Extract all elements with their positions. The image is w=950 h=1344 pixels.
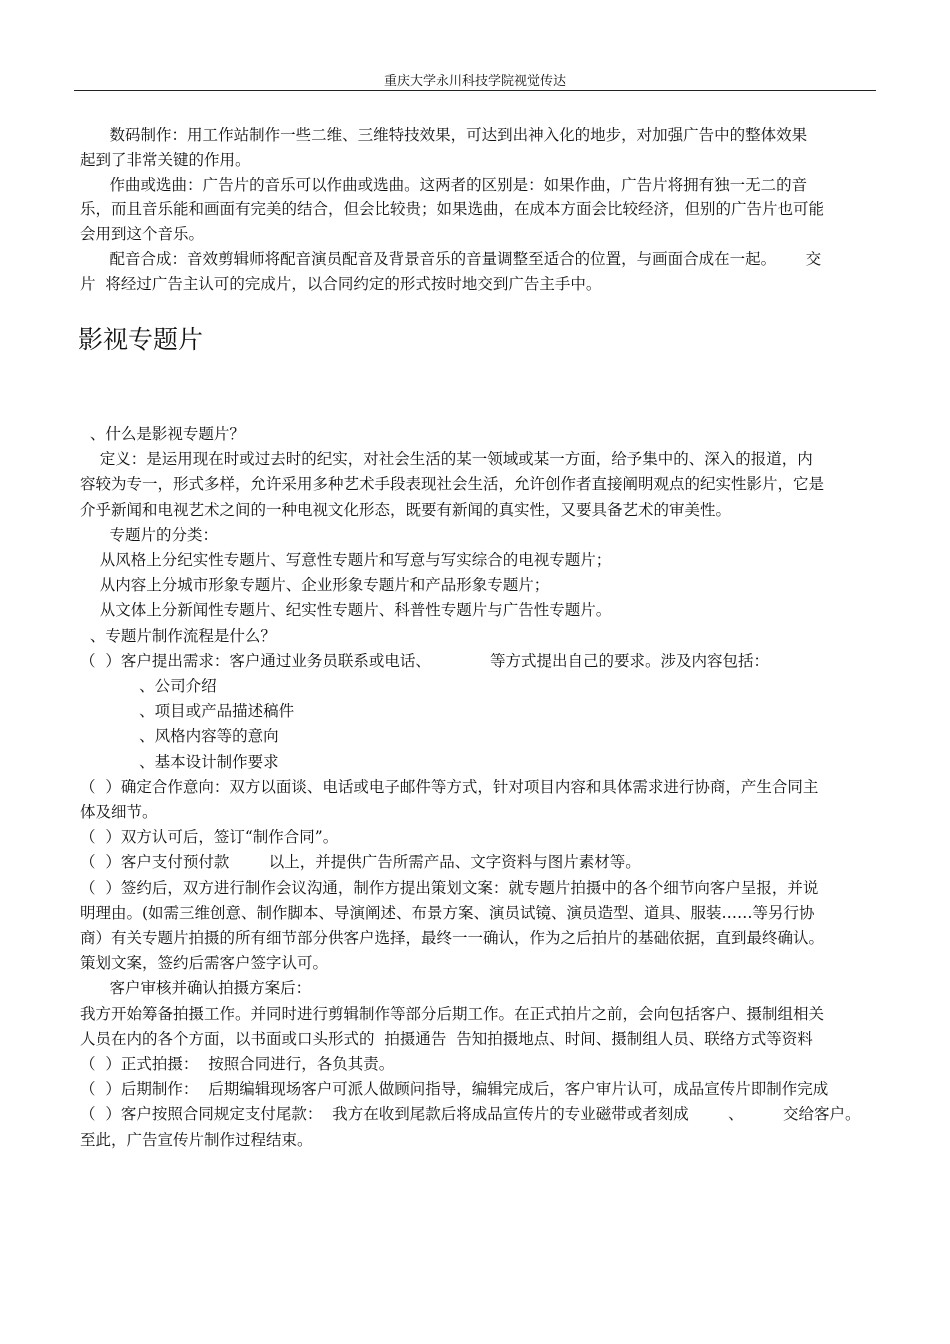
text-line: 起到了非常关键的作用。 <box>80 150 251 169</box>
text-line: 专题片的分类： <box>80 525 219 544</box>
text-line: （ ）客户支付预付款 以上，并提供广告所需产品、文字资料与图片素材等。 <box>80 853 641 872</box>
text-line: 乐，而且音乐能和画面有完美的结合，但会比较贵；如果选曲，在成本方面会比较经济，但别的广告片也可能 <box>80 200 825 219</box>
text-line: （ ）签约后，双方进行制作会议沟通，制作方提出策划文案：就专题片拍摄中的各个细节向客户呈报，并说 <box>80 878 819 897</box>
text-line: 从内容上分城市形象专题片、企业形象专题片和产品形象专题片； <box>80 576 550 595</box>
text-line: 作曲或选曲：广告片的音乐可以作曲或选曲。这两者的区别是：如果作曲，广告片将拥有独一无二的音 <box>80 175 808 194</box>
section-title: 影视专题片 <box>78 325 204 354</box>
text-line: 商）有关专题片拍摄的所有细节部分供客户选择，最终一一确认，作为之后拍片的基础依据，直到最终确认。 <box>80 929 825 947</box>
text-line: 、项目或产品描述稿件 <box>80 702 295 721</box>
text-line: （ ）后期制作： 后期编辑现场客户可派人做顾问指导，编辑完成后，客户审片认可，成品宣传片即制作完成 <box>80 1080 829 1099</box>
text-line: 、基本设计制作要求 <box>80 752 279 771</box>
text-line: （ ）确定合作意向：双方以面谈、电话或电子邮件等方式，针对项目内容和具体需求进行协商，产生合同主 <box>80 777 819 796</box>
text-line: 会用到这个音乐。 <box>80 225 205 244</box>
text-line: 我方开始筹备拍摄工作。并同时进行剪辑制作等部分后期工作。在正式拍片之前，会向包括客户、摄制组相关 <box>80 1004 825 1023</box>
text-line: 体及细节。 <box>80 803 158 821</box>
text-line: 数码制作：用工作站制作一些二维、三维特技效果，可达到出神入化的地步，对加强广告中的整体效果 <box>80 126 808 144</box>
text-line: 、什么是影视专题片？ <box>80 425 245 443</box>
text-line: 至此，广告宣传片制作过程结束。 <box>80 1130 313 1149</box>
text-line: 配音合成：音效剪辑师将配音演员配音及背景音乐的音量调整至适合的位置，与画面合成在一起。 交 <box>80 250 822 268</box>
text-line: 、公司介绍 <box>80 677 217 695</box>
text-line: （ ）双方认可后，签订“制作合同”。 <box>80 828 339 847</box>
text-line: 容较为专一，形式多样，允许采用多种艺术手段表现社会生活，允许创作者直接阐明观点的纪实性影片，它是 <box>80 475 825 494</box>
text-line: 、专题片制作流程是什么？ <box>80 626 276 645</box>
text-line: 人员在内的各个方面，以书面或口头形式的 拍摄通告 告知拍摄地点、时间、摄制组人员、联络方式等资料 <box>80 1029 813 1048</box>
text-line: 片 将经过广告主认可的完成片，以合同约定的形式按时地交到广告主手中。 <box>80 274 602 293</box>
header-divider <box>74 90 876 91</box>
text-line: （ ）客户按照合同规定支付尾款： 我方在收到尾款后将成品宣传片的专业磁带或者刻成 、 交给客户。 <box>80 1105 861 1124</box>
text-line: 定义：是运用现在时或过去时的纪实，对社会生活的某一领域或某一方面，给予集中的、深入的报道，内 <box>80 450 813 469</box>
text-line: 从文体上分新闻性专题片、纪实性专题片、科普性专题片与广告性专题片。 <box>80 601 612 620</box>
text-line: 、风格内容等的意向 <box>80 727 279 746</box>
page-header: 重庆大学永川科技学院视觉传达 <box>383 74 566 89</box>
text-line: 策划文案，签约后需客户签字认可。 <box>80 954 329 973</box>
text-line: 介乎新闻和电视艺术之间的一种电视文化形态，既要有新闻的真实性，又要具备艺术的审美性。 <box>80 500 732 519</box>
text-line: （ ）正式拍摄： 按照合同进行，各负其责。 <box>80 1055 395 1073</box>
text-line: （ ）客户提出需求：客户通过业务员联系或电话、 等方式提出自己的要求。涉及内容包括： <box>80 651 769 670</box>
text-line: 客户审核并确认拍摄方案后： <box>80 979 312 998</box>
text-line: 从风格上分纪实性专题片、写意性专题片和写意与写实综合的电视专题片； <box>80 551 612 569</box>
text-line: 明理由。(如需三维创意、制作脚本、导演阐述、布景方案、演员试镜、演员造型、道具、服装……等另行协 <box>80 903 815 922</box>
